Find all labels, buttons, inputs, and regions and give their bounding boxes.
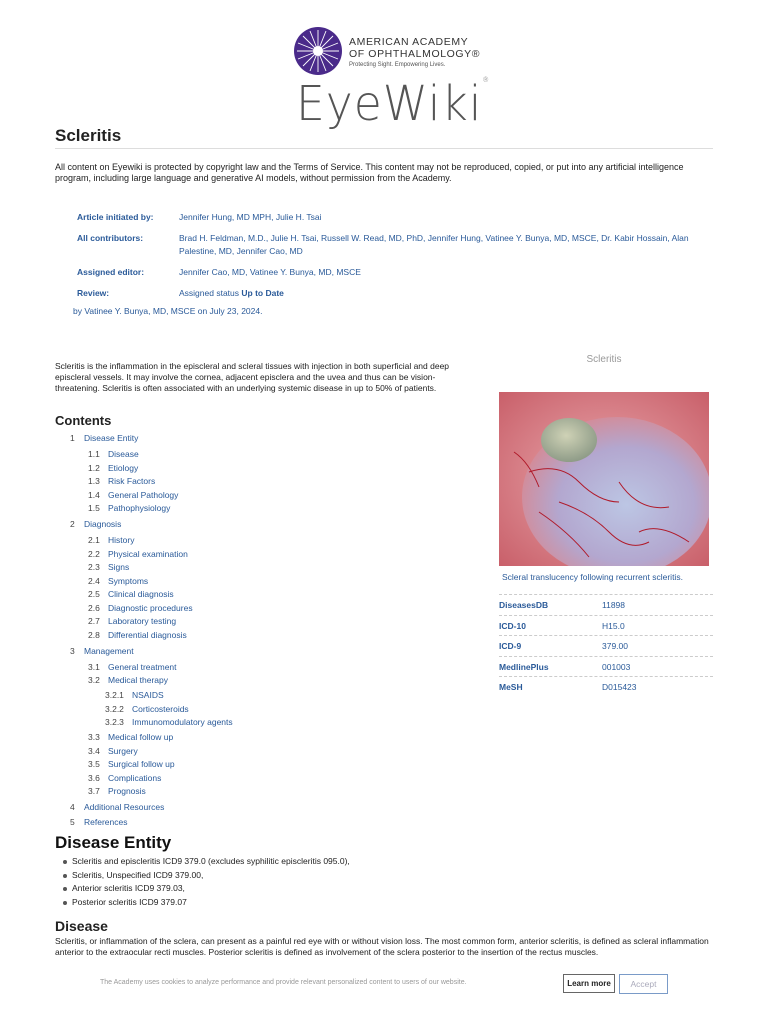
toc-item[interactable] xyxy=(88,675,168,685)
toc-item[interactable] xyxy=(88,616,176,626)
infobox-value-link[interactable]: 379.00 xyxy=(602,641,628,651)
infobox-value-link[interactable]: 001003 xyxy=(602,661,631,672)
meta-editor xyxy=(77,266,697,279)
meta-initiated xyxy=(77,211,697,224)
infobox-row xyxy=(499,635,713,656)
toc-label: Symptoms xyxy=(108,575,149,586)
toc-item[interactable] xyxy=(88,503,170,513)
page-title: Scleritis xyxy=(55,126,122,145)
site-registered-mark: ® xyxy=(482,76,490,84)
infobox-table xyxy=(499,594,713,697)
eyewiki-logo[interactable] xyxy=(296,76,490,132)
site-header xyxy=(0,22,768,132)
toc-number: 3.2.2 xyxy=(105,703,124,714)
review-prefix: Assigned status xyxy=(179,288,242,298)
toc-label: Corticosteroids xyxy=(132,703,189,714)
cookie-banner xyxy=(0,966,768,1002)
toc-number: 3.4 xyxy=(88,745,100,756)
toc-number: 3.1 xyxy=(88,661,100,672)
accept-button[interactable]: Accept xyxy=(619,974,668,994)
toc-number: 1.4 xyxy=(88,489,100,500)
toc-number: 2.8 xyxy=(88,629,100,640)
toc-label: Pathophysiology xyxy=(108,503,171,513)
toc-item[interactable] xyxy=(88,759,175,769)
toc-number: 2.1 xyxy=(88,535,100,545)
toc-label: Surgical follow up xyxy=(108,759,175,769)
infobox-key-link[interactable]: MedlinePlus xyxy=(499,661,549,672)
toc-number: 2.4 xyxy=(88,575,100,586)
contributors-link[interactable]: Brad H. Feldman, M.D., Julie H. Tsai, Russell W. Read, MD, PhD, Jennifer Hung, Vatinee Y. Bunya, MD, MSCE, Dr. Kabir Hossain, Alan Palestine, MD, Jennifer Cao, MD xyxy=(179,233,689,256)
eye-photo-illustration xyxy=(499,392,709,566)
toc-label: Differential diagnosis xyxy=(108,629,187,640)
toc-number: 2.6 xyxy=(88,602,100,613)
list-item: Anterior scleritis ICD9 379.03, xyxy=(63,882,350,896)
toc-label: Signs xyxy=(108,562,130,572)
toc-label: Disease Entity xyxy=(84,433,139,443)
toc-item[interactable] xyxy=(88,773,161,783)
toc-number: 2.2 xyxy=(88,548,100,559)
infobox-row xyxy=(499,676,713,697)
toc-number: 1.2 xyxy=(88,462,100,473)
toc-number: 2 xyxy=(70,519,75,529)
toc-number: 1.3 xyxy=(88,476,100,486)
toc-number: 3.2.3 xyxy=(105,717,124,727)
toc-number: 3 xyxy=(70,645,75,656)
toc-number: 2.7 xyxy=(88,616,100,626)
toc-label: Medical follow up xyxy=(108,732,174,742)
toc-label: Diagnosis xyxy=(84,519,122,529)
toc-label: Prognosis xyxy=(108,786,146,796)
toc-number: 3.5 xyxy=(88,759,100,769)
editor-link[interactable]: Jennifer Cao, MD, Vatinee Y. Bunya, MD, MSCE xyxy=(179,267,361,277)
toc-item[interactable] xyxy=(105,717,233,727)
review-status-value: Up to Date xyxy=(241,288,284,298)
toc-label: History xyxy=(108,535,135,545)
toc-number: 3.2 xyxy=(88,675,100,685)
cookie-text: The Academy uses cookies to analyze performance and provide relevant personalized content to users of our website. xyxy=(100,979,467,986)
toc-label: Disease xyxy=(108,449,139,459)
toc-item[interactable] xyxy=(88,630,187,640)
toc-number: 3.6 xyxy=(88,772,100,783)
list-item: Scleritis and episcleritis ICD9 379.0 (excludes syphilitic episcleritis 095.0), xyxy=(63,855,350,869)
toc-number: 4 xyxy=(70,802,75,812)
meta-label: Article initiated by: xyxy=(77,212,154,222)
list-item: Posterior scleritis ICD9 379.07 xyxy=(63,896,350,910)
toc-label: Immunomodulatory agents xyxy=(132,717,233,727)
article-meta xyxy=(77,211,697,308)
toc-number: 2.5 xyxy=(88,589,100,599)
toc-item[interactable] xyxy=(88,549,188,559)
infobox-row xyxy=(499,615,713,636)
toc-item[interactable] xyxy=(88,476,155,486)
toc-item[interactable] xyxy=(88,562,129,572)
disease-paragraph: Scleritis, or inflammation of the sclera, can present as a painful red eye with or without vision loss. The most common form, anterior scleritis, is defined as scleral inflammation anterior to the extraocular recti muscles. Posterior scleritis is defined as involvement of the sclera posterior to the insertion of the rectus muscles. xyxy=(55,936,709,957)
toc-number: 2.3 xyxy=(88,562,100,572)
toc-item[interactable] xyxy=(88,603,193,613)
infobox-row xyxy=(499,656,713,677)
meta-label: All contributors: xyxy=(77,233,144,243)
toc-item[interactable] xyxy=(88,732,173,742)
meta-label: Assigned editor: xyxy=(77,267,145,277)
infobox-value-link[interactable]: 11898 xyxy=(602,600,626,610)
toc-number: 5 xyxy=(70,816,75,827)
copyright-notice: All content on Eyewiki is protected by copyright law and the Terms of Service. This content may not be reproduced, copied, or put into any artificial intelligence program, including large language and generative AI models, without permission from the Academy. xyxy=(55,162,684,183)
image-caption: Scleral translucency following recurrent scleritis. xyxy=(502,572,683,582)
org-name-line1: AMERICAN ACADEMY xyxy=(349,36,469,48)
toc-item[interactable] xyxy=(88,576,148,586)
toc-label: Management xyxy=(84,645,134,656)
toc-label: Etiology xyxy=(108,462,139,473)
infobox-row xyxy=(499,594,713,615)
meta-contributors xyxy=(77,232,697,258)
toc-item[interactable] xyxy=(88,786,146,796)
site-name: EyeWiki xyxy=(296,76,483,132)
meta-review xyxy=(77,287,697,300)
scleritis-eye-image[interactable] xyxy=(499,392,709,566)
toc-item[interactable] xyxy=(88,589,174,599)
toc-number: 3.2.1 xyxy=(105,690,124,700)
infobox-value-link[interactable]: D015423 xyxy=(602,682,637,692)
toc-item[interactable] xyxy=(105,704,189,714)
toc-label: References xyxy=(84,816,128,827)
toc-item[interactable] xyxy=(70,802,164,812)
intro-paragraph: Scleritis is the inflammation in the episcleral and scleral tissues with injection in both superficial and deep episcleral vessels. It may involve the cornea, adjacent episclera and the uvea and thus can be vision-threatening. Scleritis is often associated with an underlying systemic disease in up to 50% of patients. xyxy=(55,361,450,393)
toc-heading: Contents xyxy=(55,413,112,428)
toc-label: NSAIDS xyxy=(132,690,164,700)
toc-label: Surgery xyxy=(108,745,138,756)
infobox-value-link[interactable]: H15.0 xyxy=(602,620,625,631)
toc-label: Additional Resources xyxy=(84,802,165,812)
icd-code-list xyxy=(63,855,350,909)
toc-item[interactable] xyxy=(70,433,138,443)
meta-label: Review: xyxy=(77,288,110,298)
toc-number: 1.5 xyxy=(88,503,100,513)
toc-number: 3.7 xyxy=(88,786,100,796)
toc-label: General Pathology xyxy=(108,489,179,500)
review-status[interactable] xyxy=(179,287,697,300)
toc-item[interactable] xyxy=(88,490,178,500)
toc-number: 1.1 xyxy=(88,449,100,459)
toc-label: Risk Factors xyxy=(108,476,156,486)
toc-label: Laboratory testing xyxy=(108,616,177,626)
org-name-line2: OF OPHTHALMOLOGY® xyxy=(349,48,481,60)
infobox xyxy=(499,354,709,692)
infobox-title: Scleritis xyxy=(586,354,622,365)
infobox-key-link[interactable]: ICD-9 xyxy=(499,641,522,651)
toc-label: Medical therapy xyxy=(108,675,169,685)
infobox-key-link[interactable]: DiseasesDB xyxy=(499,600,549,610)
infobox-key-link[interactable]: MeSH xyxy=(499,682,523,692)
toc-item[interactable] xyxy=(70,817,127,827)
review-byline: by Vatinee Y. Bunya, MD, MSCE on July 23, 2024. xyxy=(73,306,263,316)
org-tagline: Protecting Sight. Empowering Lives. xyxy=(349,62,446,68)
toc-item[interactable] xyxy=(88,535,134,545)
toc-item[interactable] xyxy=(88,449,139,459)
toc-label: Complications xyxy=(108,772,162,783)
toc-label: Physical examination xyxy=(108,548,188,559)
toc-item[interactable] xyxy=(88,662,177,672)
toc-label: Clinical diagnosis xyxy=(108,589,174,599)
aao-wordmark[interactable] xyxy=(349,36,480,68)
section-heading-disease: Disease xyxy=(55,918,108,934)
toc-number: 1 xyxy=(70,433,75,443)
section-heading-disease-entity: Disease Entity xyxy=(55,833,172,852)
toc-label: General treatment xyxy=(108,661,177,672)
initiated-authors-link[interactable]: Jennifer Hung, MD MPH, Julie H. Tsai xyxy=(179,212,322,222)
infobox-key-link[interactable]: ICD-10 xyxy=(499,620,526,631)
toc-item[interactable] xyxy=(70,646,134,656)
toc-item[interactable] xyxy=(88,463,138,473)
title-divider xyxy=(55,148,713,149)
list-item: Scleritis, Unspecified ICD9 379.00, xyxy=(63,869,350,883)
aao-starburst-logo-icon[interactable] xyxy=(293,26,343,76)
toc-item[interactable] xyxy=(70,519,121,529)
toc-number: 3.3 xyxy=(88,732,100,742)
toc-item[interactable] xyxy=(105,690,164,700)
toc-label: Diagnostic procedures xyxy=(108,602,193,613)
learn-more-button[interactable]: Learn more xyxy=(563,974,615,993)
toc-item[interactable] xyxy=(88,746,138,756)
